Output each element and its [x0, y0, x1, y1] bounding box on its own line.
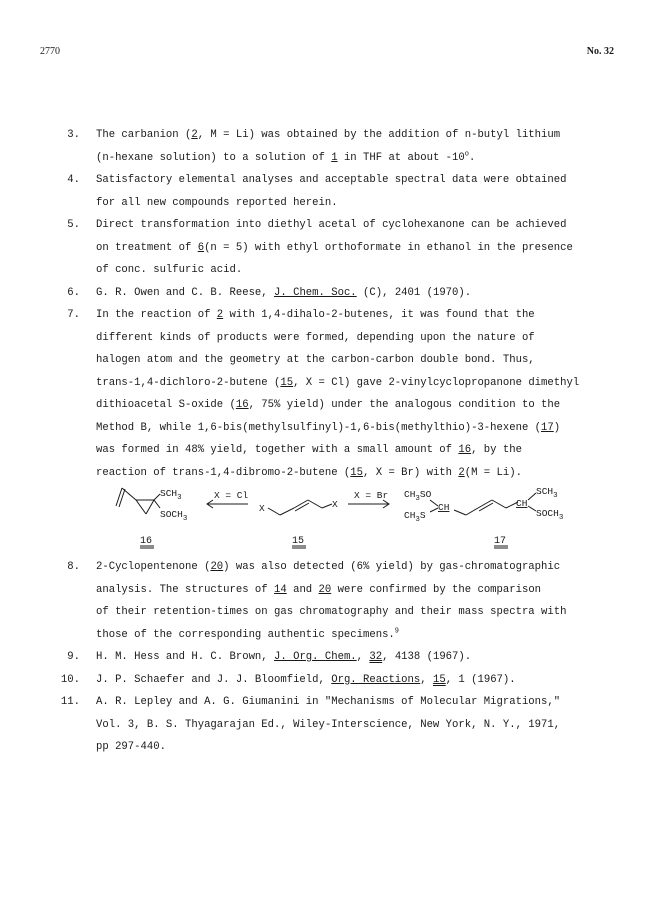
note-line	[96, 601, 618, 624]
c17-label: 17	[494, 536, 507, 547]
note-4	[58, 169, 618, 214]
note-line	[96, 192, 618, 215]
text-run: , by the	[471, 444, 522, 456]
page-header	[40, 46, 614, 60]
c17-ch3so: $CH_3SO$	[404, 489, 432, 503]
c17-sch3: $SCH_3$	[536, 486, 558, 500]
text-run: and	[286, 583, 319, 596]
text-run: , X = Cl) gave 2-vinylcyclopropanone dimethyl	[293, 376, 580, 389]
text-run: trans-1,4-dichloro-2-butene (	[96, 376, 281, 389]
c15-bond-1	[268, 508, 280, 515]
note-number: 3.	[67, 129, 80, 141]
c17-bond-1	[454, 510, 466, 515]
underlined-ref: 6	[197, 241, 205, 254]
note-line	[96, 169, 618, 192]
underlined-ref: 15	[280, 376, 294, 389]
volume-number: 32	[369, 651, 383, 663]
text-run: halogen atom and the geometry at the carbon-carbon double bond. Thus,	[96, 354, 535, 366]
soch3-bond	[154, 500, 160, 508]
note-line	[96, 147, 618, 170]
text-run: , 1 (1967).	[445, 673, 516, 686]
c17-ch-left: CH	[438, 502, 450, 513]
note-3	[58, 124, 618, 169]
text-run: (n = 5) with ethyl orthoformate in ethanol in the presence	[204, 241, 573, 254]
text-run: , 4138 (1967).	[382, 651, 472, 663]
text-run: dithioacetal S-oxide (	[96, 399, 236, 411]
note-number: 10.	[60, 673, 80, 686]
c15-double-1	[294, 500, 308, 508]
text-run: In the reaction of	[96, 309, 217, 321]
text-run: of their retention-times on gas chromatography and their mass spectra with	[96, 606, 567, 618]
note-number: 4.	[67, 174, 80, 186]
text-run: The carbanion (	[96, 129, 192, 141]
c15-bond-4	[322, 504, 332, 508]
note-11	[58, 691, 618, 759]
underlined-ref: 14	[274, 583, 287, 596]
text-run: , X = Br) with	[363, 466, 459, 479]
c15-x-left: X	[259, 503, 265, 514]
c17-bond-soch3	[528, 506, 536, 511]
c15-x-right: X	[332, 499, 338, 510]
note-line	[96, 327, 618, 350]
underlined-ref: 2	[216, 309, 224, 321]
note-line	[96, 282, 618, 305]
note-line	[96, 669, 618, 692]
underlined-ref: 1	[331, 151, 338, 164]
note-line	[96, 736, 618, 759]
note-line	[96, 646, 618, 669]
page-number: 2770	[40, 46, 60, 57]
text-run: )	[553, 421, 561, 434]
ring-bond-b	[136, 500, 146, 514]
note-line	[96, 624, 618, 647]
c17-ch-right: CH	[516, 498, 528, 509]
text-run: of conc. sulfuric acid.	[96, 264, 243, 276]
c17-double-1	[478, 500, 492, 508]
note-line	[96, 214, 618, 237]
note-9	[58, 646, 618, 669]
text-run: pp 297-440.	[96, 741, 166, 753]
arrow-left-label: X = Cl	[214, 490, 249, 501]
note-line	[96, 462, 618, 485]
note-line	[96, 556, 618, 579]
volume-number: 15	[432, 673, 446, 686]
note-number: 9.	[67, 651, 80, 663]
text-run: 2-Cyclopentenone (	[96, 561, 211, 573]
reaction-scheme	[96, 484, 618, 556]
note-number: 8.	[67, 561, 80, 573]
c17-bond-2	[466, 508, 478, 515]
underlined-ref: 16	[235, 399, 249, 411]
c15-bond-3	[308, 500, 322, 508]
text-run: J. P. Schaefer and J. J. Bloomfield,	[96, 673, 332, 686]
note-number: 7.	[67, 309, 80, 321]
note-10	[58, 669, 618, 692]
note-8	[58, 556, 618, 646]
note-number: 5.	[67, 219, 80, 231]
issue-label: No. 32	[586, 46, 614, 57]
note-5	[58, 214, 618, 282]
text-run: for all new compounds reported herein.	[96, 196, 338, 209]
underlined-ref: J. Org. Chem.	[274, 651, 357, 663]
text-run: on treatment of	[96, 241, 198, 254]
text-run: ,	[420, 673, 433, 686]
text-run: .	[468, 151, 476, 164]
text-run: ,	[356, 651, 370, 663]
text-run: G. R. Owen and C. B. Reese,	[96, 286, 275, 299]
note-line	[96, 304, 618, 327]
vinyl-bond-2	[119, 489, 125, 507]
text-run: , 75% yield) under the analogous condition to the	[248, 399, 561, 411]
underlined-ref: 17	[541, 421, 554, 434]
note-line	[96, 394, 618, 417]
notes-list	[58, 124, 618, 759]
c17-ch3s: $CH_3S$	[404, 510, 426, 524]
text-run: Vol. 3, B. S. Thyagarajan Ed., Wiley-Interscience, New York, N. Y., 1971,	[96, 718, 561, 731]
c15-bond-2	[280, 508, 294, 515]
text-run: (C), 2401 (1970).	[356, 286, 472, 299]
superscript: 9	[394, 626, 399, 635]
text-run: with 1,4-dihalo-2-butenes, it was found that the	[223, 309, 535, 321]
c17-double-2	[479, 503, 493, 511]
underlined-ref: 16	[458, 444, 472, 456]
c16-label: 16	[140, 536, 153, 547]
text-run: Satisfactory elemental analyses and acceptable spectral data were obtained	[96, 174, 567, 186]
note-number: 6.	[67, 286, 80, 299]
underlined-ref: J. Chem. Soc.	[274, 286, 357, 299]
text-run: in THF at about -10	[337, 151, 465, 164]
text-run: analysis. The structures of	[96, 583, 275, 596]
text-run: Method B, while 1,6-bis(methylsulfinyl)-1,6-bis(methylthio)-3-hexene (	[96, 421, 542, 434]
superscript: o	[464, 149, 469, 158]
note-line	[96, 439, 618, 462]
note-line	[96, 579, 618, 602]
reaction-scheme-svg	[96, 484, 616, 556]
note-7	[58, 304, 618, 484]
text-run: H. M. Hess and H. C. Brown,	[96, 651, 275, 663]
note-line	[96, 691, 618, 714]
note-6	[58, 282, 618, 305]
text-run: reaction of trans-1,4-dibromo-2-butene (	[96, 466, 351, 479]
ring-bond-c	[146, 500, 154, 514]
text-run: ) was also detected (6% yield) by gas-chromatographic	[223, 561, 561, 573]
c15-double-2	[295, 503, 309, 511]
text-run: (n-hexane solution) to a solution of	[96, 151, 332, 164]
c15-label: 15	[292, 536, 305, 547]
note-line	[96, 714, 618, 737]
underlined-ref: 2	[191, 129, 198, 141]
c16-soch3: $SOCH_3$	[160, 509, 188, 523]
note-line	[96, 259, 618, 282]
c17-bond-3	[492, 500, 506, 508]
note-line	[96, 237, 618, 260]
underlined-ref: 2	[458, 466, 465, 479]
underlined-ref: 15	[350, 466, 364, 479]
note-line	[96, 417, 618, 440]
note-line	[96, 349, 618, 372]
underlined-ref: Org. Reactions	[331, 673, 421, 686]
text-run: was formed in 48% yield, together with a small amount of	[96, 444, 459, 456]
c17-bond-s	[430, 508, 438, 512]
c16-sch3: $SCH_3$	[160, 488, 182, 502]
text-run: those of the corresponding authentic specimens.	[96, 628, 395, 641]
text-run: A. R. Lepley and A. G. Giumanini in "Mechanisms of Molecular Migrations,"	[96, 696, 561, 708]
c17-soch3: $SOCH_3$	[536, 508, 564, 522]
arrow-right-label: X = Br	[354, 490, 389, 501]
note-line	[96, 124, 618, 147]
underlined-ref: 20	[318, 583, 332, 596]
note-line	[96, 372, 618, 395]
c17-bond-so	[430, 500, 438, 506]
text-run: Direct transformation into diethyl acetal of cyclohexanone can be achieved	[96, 219, 567, 231]
vinyl-bond-3	[122, 488, 136, 500]
text-run: different kinds of products were formed, depending upon the nature of	[96, 331, 535, 344]
note-number: 11.	[60, 696, 80, 708]
vinyl-bond-1	[116, 488, 122, 506]
c17-bond-sch3	[528, 493, 536, 500]
text-run: were confirmed by the comparison	[331, 583, 542, 596]
underlined-ref: 20	[210, 561, 224, 573]
text-run: , M = Li) was obtained by the addition of n-butyl lithium	[197, 129, 561, 141]
text-run: (M = Li).	[464, 466, 522, 479]
